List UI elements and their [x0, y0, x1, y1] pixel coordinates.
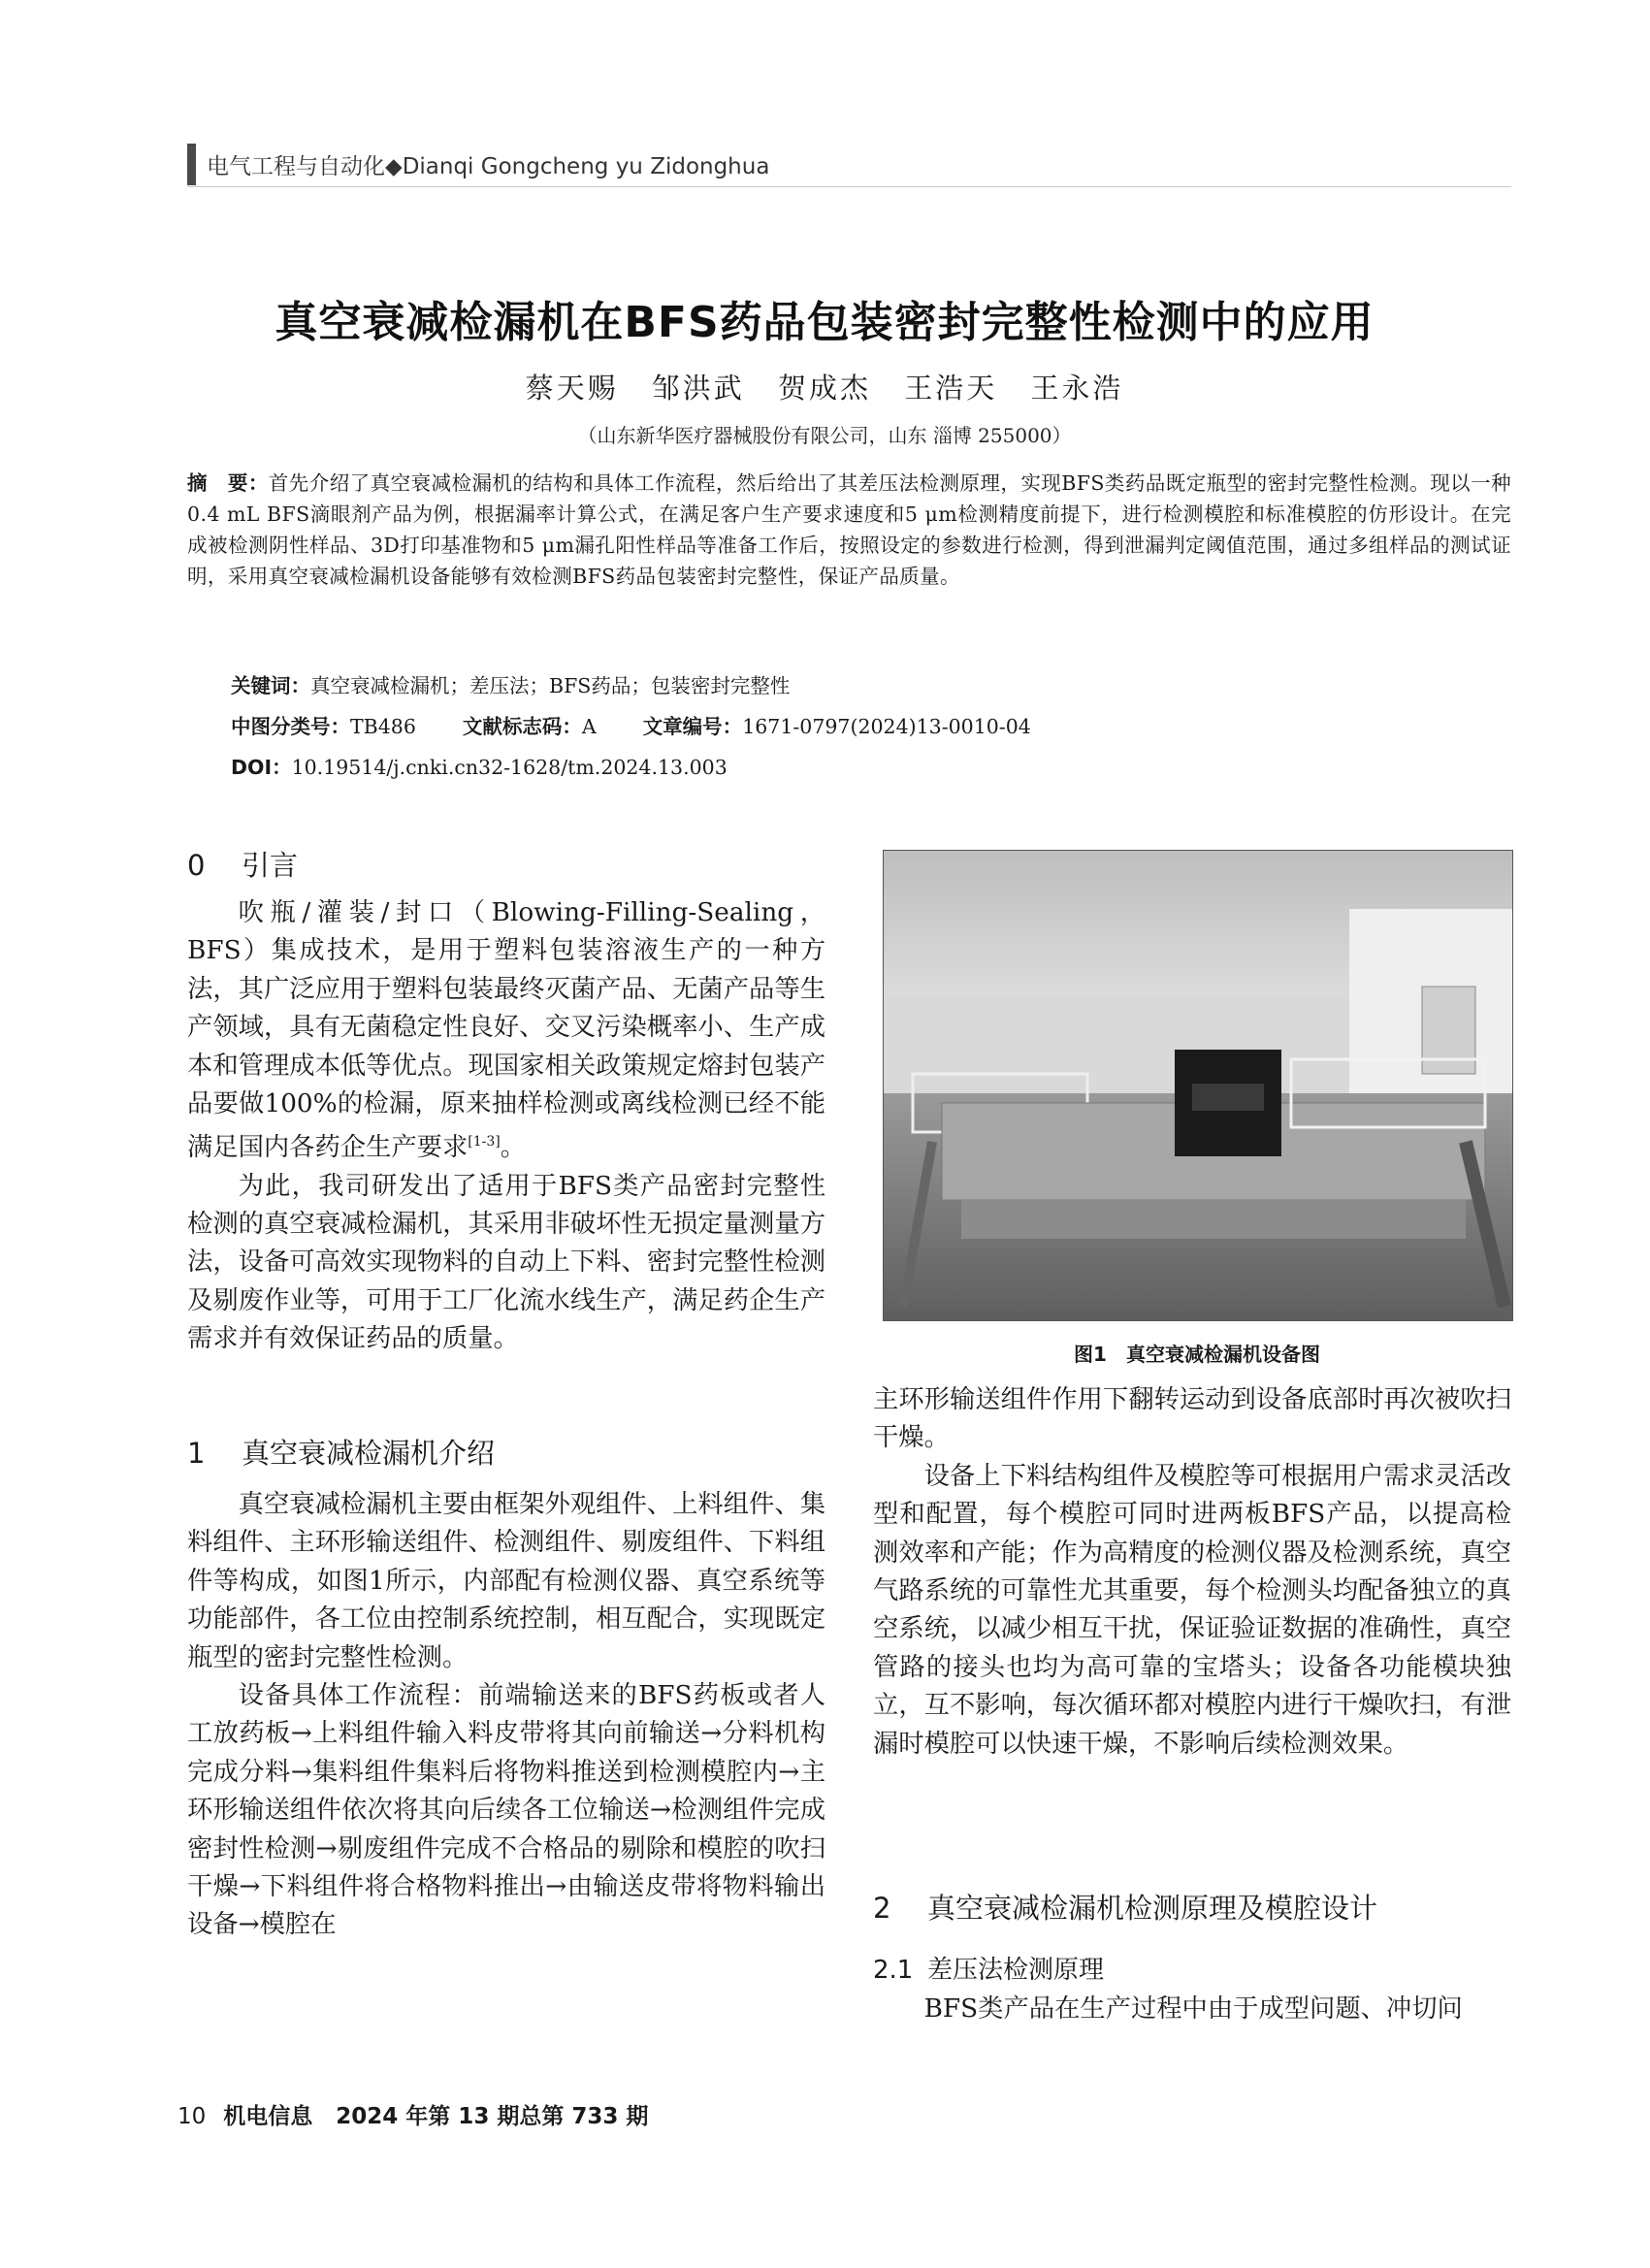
header-rule — [187, 186, 1511, 187]
section-heading-0 — [187, 844, 298, 884]
keywords — [231, 669, 790, 698]
subsection-title: 差压法检测原理 — [927, 1956, 1105, 1985]
figure-1-photo — [883, 850, 1513, 1321]
section-heading-2 — [873, 1887, 1377, 1927]
running-head-bar — [187, 144, 196, 185]
doc-code-label: 文献标志码： — [462, 715, 582, 738]
abstract-label: 摘 要： — [187, 471, 269, 495]
abstract-text: 首先介绍了真空衰减检漏机的结构和具体工作流程，然后给出了其差压法检测原理，实现BFS类药品既定瓶型的密封完整性检测。现以一种0.4 mL BFS滴眼剂产品为例，根据漏率计算公式，在满足客户生产要求速度和5 μm检测精度前提下，进行检测模腔和标准模腔的仿形设计。在完成被检测阴性样品、3D打印基准物和5 μm漏孔阳性样品等准备工作后，按照设定的参数进行检测，得到泄漏判定阈值范围，通过多组样品的测试证明，采用真空衰减检漏机设备能够有效检测BFS药品包装密封完整性，保证产品质量。 — [187, 471, 1511, 588]
paragraph: 吹瓶/灌装/封口（Blowing-Filling-Sealing，BFS）集成技术，是用于塑料包装溶液生产的一种方法，其广泛应用于塑料包装最终灭菌产品、无菌产品等生产领域，具有无菌稳定性良好、交叉污染概率小、生产成本和管理成本低等优点。现国家相关政策规定熔封包装产品要做100%的检漏，原来抽样检测或离线检测已经不能满足国内各药企生产要求[1-3]。 — [187, 898, 825, 1163]
section-number: 2 — [873, 1892, 891, 1925]
journal-name: 机电信息 — [223, 2104, 313, 2129]
machine-photo-illustration — [884, 851, 1512, 1320]
paragraph: 真空衰减检漏机主要由框架外观组件、上料组件、集料组件、主环形输送组件、检测组件、剔废组件、下料组件等构成，如图1所示，内部配有检测仪器、真空系统等功能部件，各工位由控制系统控制，相互配合，实现既定瓶型的密封完整性检测。 — [187, 1490, 825, 1672]
introduction-text — [187, 894, 825, 1359]
section-title: 引言 — [242, 849, 299, 882]
keywords-label: 关键词： — [231, 674, 310, 697]
subsection-number: 2.1 — [873, 1956, 914, 1985]
paragraph: BFS类产品在生产过程中由于成型问题、冲切问 — [923, 1994, 1463, 2024]
section-heading-1 — [187, 1432, 495, 1472]
article-no-label: 文章编号： — [642, 715, 743, 738]
subsection-heading-2-1 — [873, 1950, 1104, 1986]
author-list: 蔡天赐 邹洪武 贺成杰 王浩天 王永浩 — [525, 372, 1124, 405]
paragraph: 主环形输送组件作用下翻转运动到设备底部时再次被吹扫干燥。 — [873, 1385, 1511, 1453]
doi-value: 10.19514/j.cnki.cn32-1628/tm.2024.13.003 — [291, 756, 728, 779]
section-title: 真空衰减检漏机介绍 — [242, 1437, 496, 1470]
clc-label: 中图分类号： — [231, 715, 350, 738]
classification-line — [231, 710, 1031, 739]
affiliation: （山东新华医疗器械股份有限公司，山东 淄博 255000） — [577, 424, 1072, 447]
doi-line — [231, 751, 728, 780]
section-number: 0 — [187, 849, 206, 882]
citation: [1-3] — [468, 1134, 501, 1150]
section-number: 1 — [187, 1437, 206, 1470]
doi-label: DOI： — [231, 756, 292, 779]
clc-value: TB486 — [350, 715, 416, 738]
section-2-1-text — [873, 1991, 1511, 2028]
page-footer — [178, 2098, 648, 2130]
doc-code-value: A — [581, 715, 597, 738]
paragraph: 为此，我司研发出了适用于BFS类产品密封完整性检测的真空衰减检漏机，其采用非破坏性无损定量测量方法，设备可高效实现物料的自动上下料、密封完整性检测及剔废作业等，可用于工厂化流水线生产，满足药企生产需求并有效保证药品的质量。 — [187, 1171, 825, 1354]
section-1-text — [187, 1486, 825, 1945]
paragraph: 设备具体工作流程：前端输送来的BFS药板或者人工放药板→上料组件输入料皮带将其向前输送→分料机构完成分料→集料组件集料后将物料推送到检测模腔内→主环形输送组件依次将其向后续各工位输送→检测组件完成密封性检测→剔废组件完成不合格品的剔除和模腔的吹扫干燥→下料组件将合格物料推出→由输送皮带将物料输出设备→模腔在 — [187, 1681, 825, 1940]
article-no-value: 1671-0797(2024)13-0010-04 — [742, 715, 1031, 738]
article-title: 真空衰减检漏机在BFS药品包装密封完整性检测中的应用 — [275, 298, 1375, 347]
issue-info: 2024 年第 13 期总第 733 期 — [336, 2104, 649, 2129]
keywords-text: 真空衰减检漏机；差压法；BFS药品；包装密封完整性 — [310, 674, 791, 697]
running-head: 电气工程与自动化◆Dianqi Gongcheng yu Zidonghua — [207, 154, 770, 179]
section-title: 真空衰减检漏机检测原理及模腔设计 — [927, 1892, 1378, 1925]
paragraph: 设备上下料结构组件及模腔等可根据用户需求灵活改型和配置，每个模腔可同时进两板BFS产品，以提高检测效率和产能；作为高精度的检测仪器及检测系统，真空气路系统的可靠性尤其重要，每个检测头均配备独立的真空系统，以减少相互干扰，保证验证数据的准确性，真空管路的接头也均为高可靠的宝塔头；设备各功能模块独立，互不影响，每次循环都对模腔内进行干燥吹扫，有泄漏时模腔可以快速干燥，不影响后续检测效果。 — [873, 1461, 1511, 1759]
page-number: 10 — [178, 2104, 207, 2129]
abstract — [187, 468, 1511, 592]
section-1-continued — [873, 1381, 1511, 1764]
figure-caption: 图1 真空衰减检漏机设备图 — [1074, 1343, 1320, 1366]
